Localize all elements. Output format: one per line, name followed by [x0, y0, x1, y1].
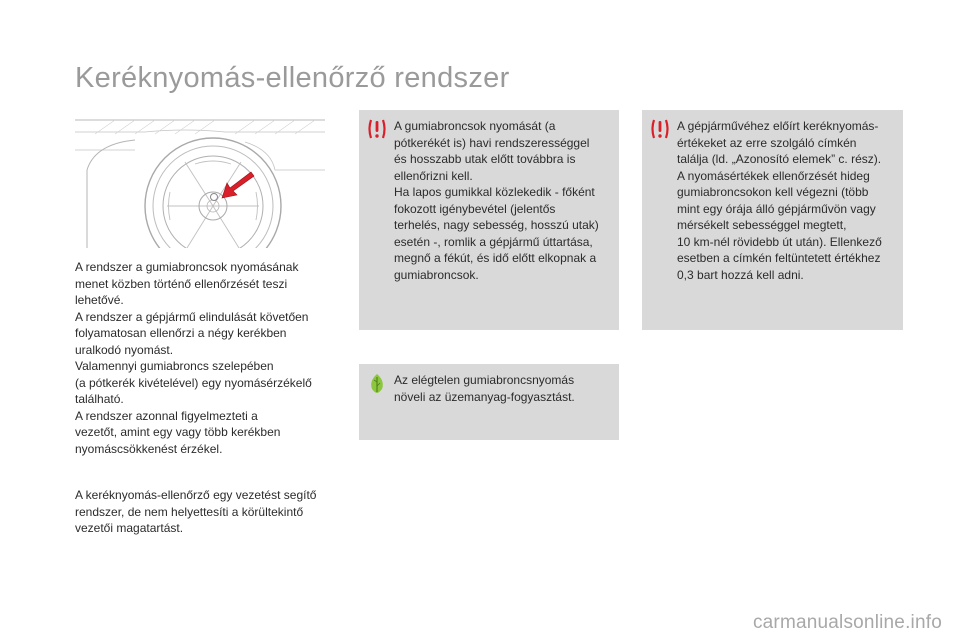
intro-paragraph: A rendszer a gumiabroncsok nyomásának menet közben történő ellenőrzését teszi lehetővé. A rendszer a gépjármű elindulását követően folyamatosan ellenőrzi a négy kerékben uralkodó nyomást. Valamennyi gumiabroncs szelepében (a pótkerék kivételével) egy nyomásérzékelő található. A rendszer azonnal figyelmezteti a vezetőt, amint egy vagy több kerékben nyomáscsökkenést érzékel.: [75, 260, 312, 456]
page-title: Keréknyomás-ellenőrző rendszer: [75, 62, 510, 94]
eco-leaf-icon: [367, 372, 387, 394]
warning-icon: [367, 118, 387, 140]
assist-note-paragraph: A keréknyomás-ellenőrző egy vezetést segítő rendszer, de nem helyettesíti a körültekintő vezetői magatartást.: [75, 488, 317, 535]
warning-panel-pressure-values: [642, 110, 903, 330]
watermark: carmanualsonline.info: [752, 612, 942, 633]
warning-text-pressure-values: A gépjárművéhez előírt keréknyomás- értékeket az erre szolgáló címkén találja (ld. „Azonosító elemek” c. rész). A nyomásértékek ellenőrzését hideg gumiabroncsokon kell végezni (több mint egy órája álló gépjárművön vagy mérsékelt sebességgel megtett, 10 km-nél rövidebb út után). Ellenkező esetben a címkén feltüntetett értékhez 0,3 bart hozzá kell adni.: [677, 119, 882, 282]
warning-panel-monthly-check: [359, 110, 619, 330]
eco-panel-fuel: [359, 364, 619, 440]
eco-text-fuel: Az elégtelen gumiabroncsnyomás növeli az üzemanyag-fogyasztást.: [394, 373, 575, 404]
warning-icon: [650, 118, 670, 140]
warning-text-monthly-check: A gumiabroncsok nyomását (a pótkerékét is) havi rendszerességgel és hosszabb utak előtt továbbra is ellenőrizni kell. Ha lapos gumikkal közlekedik - főként fokozott igénybevétel (jelentős terhelés, nagy sebesség, hosszú utak) esetén -, romlik a gépjármű úttartása, megnő a fékút, és idő előtt elkopnak a gumiabroncsok.: [394, 119, 599, 282]
wheel-illustration: [75, 110, 327, 248]
